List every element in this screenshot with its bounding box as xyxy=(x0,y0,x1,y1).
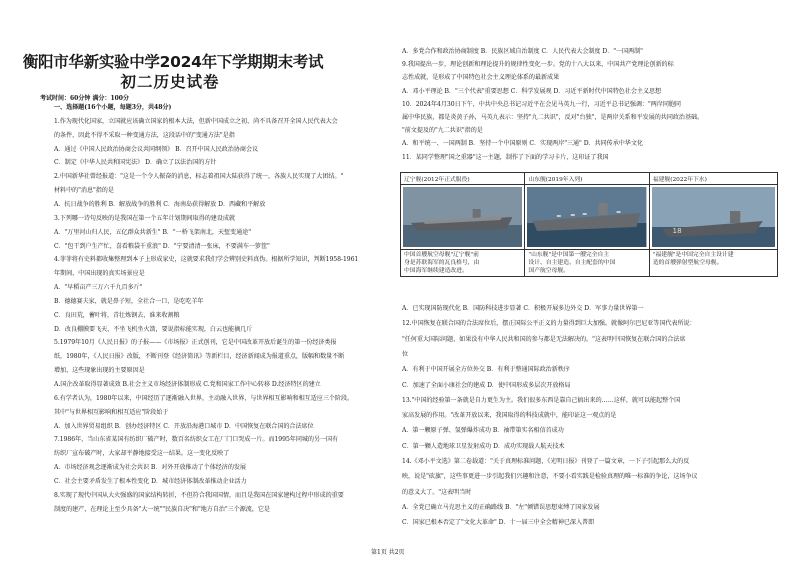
text-line: 家高发展的作用。"改革开放以来，我国取得的科技成就中，能印证这一观点的是 xyxy=(402,412,617,420)
fujian-carrier-photo xyxy=(652,187,775,247)
text-line: 属中华民族，都是炎黄子孙，马英九表示：坚持"九二共识"，反对"台独"，是两岸关系和平发展的共同政治基础。 xyxy=(402,114,704,121)
text-line: 的意义大了。"这表明当时 xyxy=(402,488,472,496)
text-line: 14.《邓小平文选》第二卷载道："关于真理标准问题，《光明日报》刊登了一篇文章，一下子引起那么大的反 xyxy=(402,458,690,465)
text-line: A．市场经济观念逐渐成为社会共识 B．对外开放推动了个体经济的发展 xyxy=(54,464,246,472)
text-line: 7.1986年，当山东省某国有纺织厂破产时，数百名纺织女工在厂门口哭成一片。而1995年同城的另一国有 xyxy=(54,436,339,444)
ship-header: 辽宁舰(2012年正式服役) xyxy=(401,173,525,185)
text-line: 12.中国恢复在联合国的合法席位后，摆正国际公平正义的力量得到巨大加强。就像阿尔巴尼亚等国代表所说： xyxy=(402,320,696,328)
text-line: A．"早稻亩产三万六千九百多斤" xyxy=(54,284,143,292)
text-line: 其中"与世界相互影响和相互适应"阶段始于 xyxy=(54,408,169,416)
text-line: "前文提及的"九二共识"指的是 xyxy=(402,127,483,135)
text-line: A．通过《中国人民政治协商会议共同纲领》 B．召开中国人民政治协商会议 xyxy=(54,145,259,153)
text-line: D．改良棚膜要飞天，不坐飞机坐火箭，要说指标能实现，白云也能摘几斤 xyxy=(54,325,253,333)
text-line: A．"万里河山归人民，五亿群众共新生" B．"一桥飞架南北，天堑变通途" xyxy=(54,228,251,236)
liaoning-carrier-photo xyxy=(403,187,522,247)
text-line: C．社会主要矛盾发生了根本性变化 D．城市经济体制改革推动企业活力 xyxy=(54,477,247,485)
shandong-carrier-photo xyxy=(527,187,646,247)
exam-subtitle: 初二历史试卷 xyxy=(120,73,220,91)
text-line: 增加，这些现象出现的主要原因是 xyxy=(54,367,145,375)
ship-photo-cell xyxy=(401,185,525,250)
text-line: 8.实现了现代中国从大火强盛的国家结构转折，不但符合我国国情，而且是我国在国家建构过程中形成的重要 xyxy=(54,491,344,499)
text-line: "任何重大国际问题，如果没有中华人民共和国的参与都是无法解决的。"这表明中国恢复在联合国的合法席 xyxy=(402,335,686,343)
text-line: A．多党合作和政治协商制度 B．民族区域自治制度 C．人民代表大会制度 D．"一国两制" xyxy=(402,48,643,55)
text-line: 1.作为现代化国家，立国就应该确立国家的根本大法，但新中国成立之初，尚不具备召开全国人民代表大会 xyxy=(54,117,338,125)
page-footer: 第1页 共2页 xyxy=(371,549,405,556)
text-line: B．德德赛夫家，就是鼻子短，全社合一口，是吃吃羊年 xyxy=(54,297,204,305)
text-line: C．"包干到户生产忙，喜看粮袋千重浪" D．"宁要清清一张床，不要满车一箩筐" xyxy=(54,242,270,250)
text-line: 13."中国的经验第一条就是自力更生为主。我们很多东西是靠自己搞出来的……这样，就可以能起整个国 xyxy=(402,396,681,404)
text-line: 纸，1980年，《人民日报》改版，不断刊登《经济简讯》等新栏目，经济新闻成为报道重点，版幅和数量不断 xyxy=(54,353,345,361)
text-line: C．良田荒，蓄叶将，青壮炼钢去，谁来收割粮 xyxy=(54,311,180,319)
text-line: A．有利于中国开展全方位外交 B．有利于整通国际政治新秩序 xyxy=(402,366,570,374)
text-line: 5.1979年10月《人民日报》的子报——《市场报》正式创刊，它是中国改革开放后诞生的第一份经济类报 xyxy=(54,339,337,347)
text-line: A.国企改革取得显著成效 B.社会主义市场经济体制形成 C.党和国家工作中心转移 D.经济特区的建立 xyxy=(54,381,321,388)
text-line: C．第一颗人造地球卫星发射成功 D．成功实现载人航天技术 xyxy=(402,442,565,450)
ship-caption: 中国首艘航空母舰"辽宁舰"前 身是苏联海军的瓦良格号，由 中国海军继续建造改进。 xyxy=(401,250,525,277)
text-line: 11．某同学整理"国之重器"这一主题，制作了下面的学习卡片，这印证了我国 xyxy=(402,153,609,161)
text-line: A．和平统一、一国两制 B．坚持一个中国原则 C．实现两岸"三通" D．共同传承中华文化 xyxy=(402,140,643,148)
text-line: A．加入世界贸易组织 B．创办经济特区 C．开放沿海港口城市 D．中国恢复在联合国的合法席位 xyxy=(54,422,314,430)
ship-caption: "福建舰"是中国完全自主设计建 造的首艘弹射型航空母舰。 xyxy=(649,250,777,277)
text-line: 的条件，因此不得不采取一种变通方法，这段话中的"变通方法"是指 xyxy=(54,131,235,139)
ship-header: 山东舰(2019年入列) xyxy=(525,173,649,185)
svg-text:18: 18 xyxy=(672,226,682,235)
text-line: 9.我国提出一步，理论创新和理论提升的规律性变化一步。党的十八大以来，中国共产党理论创新的标 xyxy=(402,61,674,69)
text-line: A．第一颗原子弹、氢弹爆炸成功 B．袖带第实名相信首成功 xyxy=(402,427,564,435)
text-line: C．国家已根本否定了"文化大革命" D．十一届三中全会精神已深入普即 xyxy=(402,519,595,527)
text-line: 3.下列哪一诗句反映的是我国在第一个五年计划期间取得的建设成就 xyxy=(54,214,235,222)
text-line: 制度的建产，在理论上至少具备"大一统""民族自决"和"地方自治"三个源流，它是 xyxy=(54,505,270,513)
text-line: 6.有学者认为，1980年以来，中国经历了逐渐融入世界，主动融入世界，与世界相互影响和相互适应三个阶段。 xyxy=(54,394,354,402)
text-line: 2.中国新华社曾经报道："这是一个令人振奋的消息，标志着祖国大陆获得了统一，各族人民实现了大团结。" xyxy=(54,173,344,181)
text-line: 年期间，中国出现的真实场景应是 xyxy=(54,270,145,278)
text-line: 一、选择题(16个小题，每题3分，共48分) xyxy=(54,104,172,111)
text-line: 志性成就，是形成了中国特色社会主义理论体系的最新成果 xyxy=(402,74,560,82)
ships-card-table xyxy=(400,172,778,277)
ship-caption: "山东舰"是中国第一艘完全自主 设计、自主建造、自主配套的中国 国产航空母舰。 xyxy=(525,250,649,277)
text-line: A．已实现国防现代化 B．国防科技进步显著 C．积极开展多边外交 D．军事力量世界第一 xyxy=(402,305,644,312)
text-line: C．加速了全面小康社会的建成 D．使中国形成多层次开放格局 xyxy=(402,381,571,389)
exam-title: 衡阳市华新实验中学2024年下学期期末考试 xyxy=(22,53,324,71)
text-line: A．全党已确立马克思主义的正确路线 B．"左"倾错误思想束缚了国家发展 xyxy=(402,503,600,511)
text-line: 位 xyxy=(402,350,409,358)
text-line: 4.菲菲将有史料都收集整理到本子上形成家史，这就要求我们学会辨别史料真伪。根据所学知识，判断1958-1961 xyxy=(54,256,359,264)
ship-header: 福建舰(2022年下水) xyxy=(649,173,777,185)
ship-photo-cell xyxy=(525,185,649,250)
text-line: C．制定《中华人民共和国宪法》 D．确立了以法治国的方针 xyxy=(54,159,217,167)
text-line: A．邓小平理论 B．"三个代表"重要思想 C．科学发展观 D．习近平新时代中国特色社会主义思想 xyxy=(402,87,662,95)
text-line: 映，说是"砍旗"，这些事更进一步引起我们兴趣和注意，不要小看实践是检验真理的唯一标准的争论，这场争议 xyxy=(402,473,698,481)
text-line: 材料中的"消息"指的是 xyxy=(54,187,114,195)
exam-meta: 考试时间：60分钟 满分：100分 xyxy=(40,95,129,102)
text-line: 纺织厂宣布破产时，大家却平静地接受这一结果。这一变化反映了 xyxy=(54,450,230,458)
text-line: 10．2024年4月30日下午，中共中央总书记习近平在会见马英九一行，习近平总书记强调："两岸同胞同 xyxy=(402,100,681,108)
ship-photo-cell xyxy=(649,185,777,250)
text-line: A．抗日战争的胜利 B．解放战争的胜利 C．海南岛获得解放 D．西藏和平解放 xyxy=(54,200,266,208)
